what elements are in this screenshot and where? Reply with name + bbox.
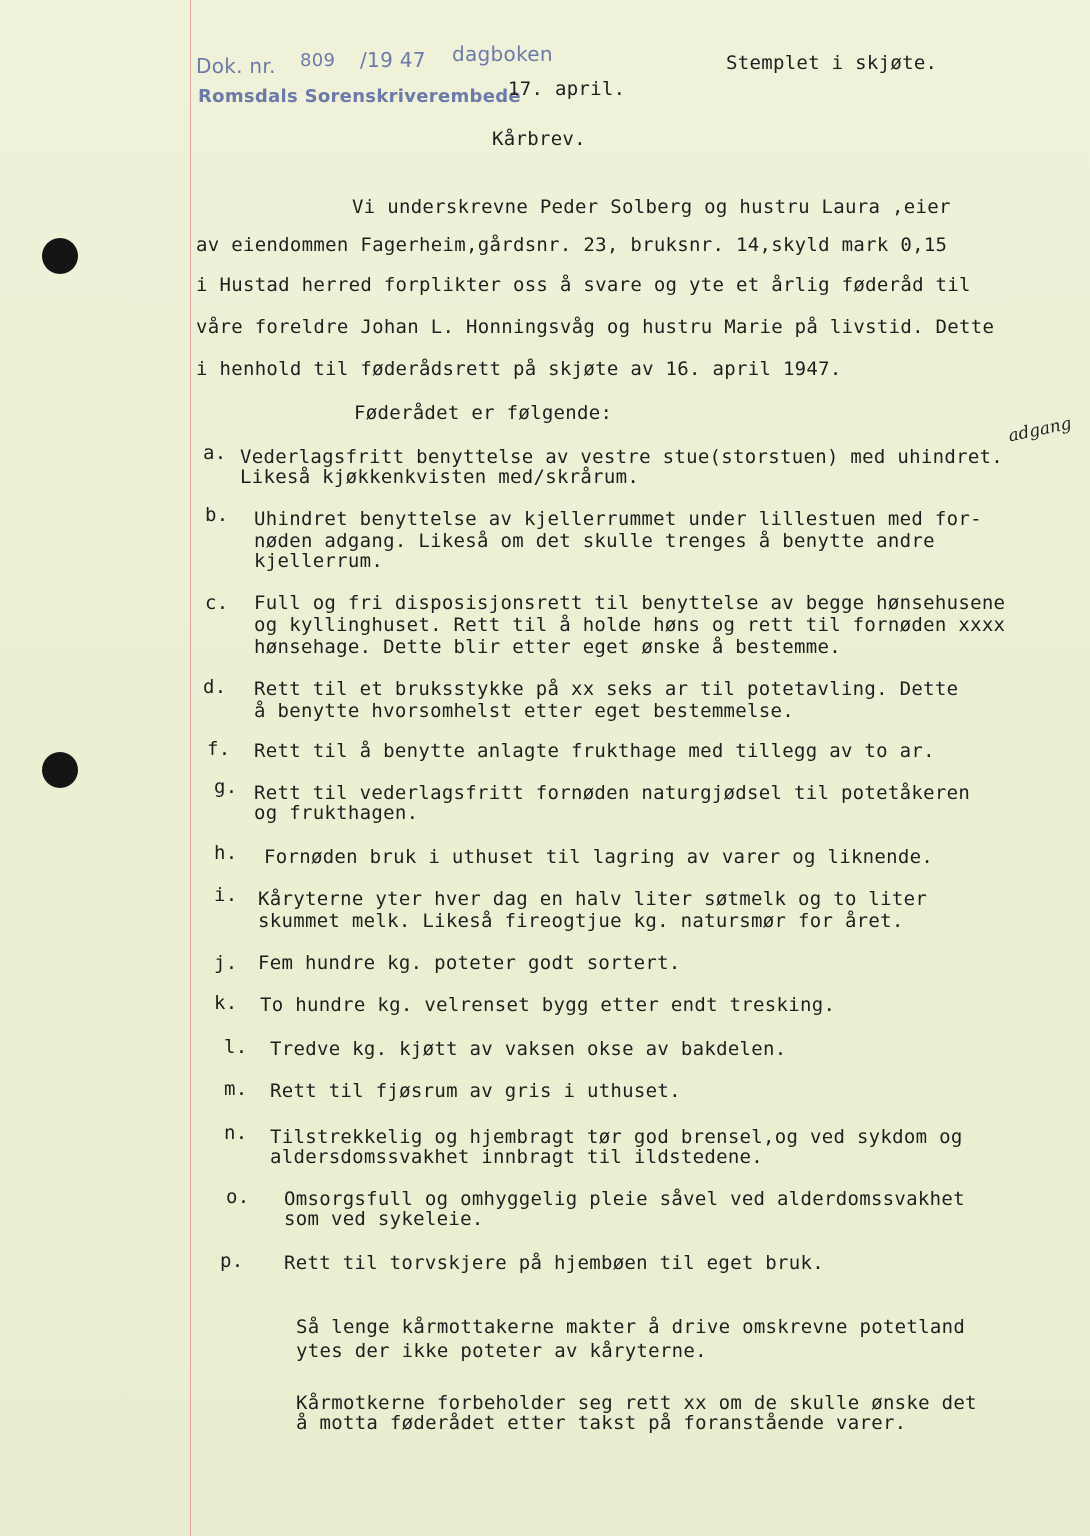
item-marker: o.	[226, 1186, 250, 1208]
item-marker: p.	[220, 1250, 244, 1272]
item-line: kjellerrum.	[254, 550, 384, 572]
item-line: Fornøden bruk i uthuset til lagring av varer og liknende.	[264, 846, 934, 868]
item-line: Rett til å benytte anlagte frukthage med tillegg av to ar.	[254, 740, 935, 762]
item-marker: h.	[214, 842, 238, 864]
stamp-book: dagboken	[452, 42, 553, 66]
margin-line	[190, 0, 191, 1536]
item-line: Fem hundre kg. poteter godt sortert.	[258, 952, 681, 974]
item-line: og kyllinghuset. Rett til å holde høns og rett til fornøden xxxx	[254, 614, 1006, 636]
handwritten-annotation: adgang	[1006, 413, 1074, 447]
document-date: 17. april.	[508, 78, 626, 100]
intro-line: av eiendommen Fagerheim,gårdsnr. 23, bruksnr. 14,skyld mark 0,15	[196, 234, 948, 256]
item-line: Omsorgsfull og omhyggelig pleie såvel ved alderdomssvakhet	[284, 1188, 965, 1210]
intro-line: Vi underskrevne Peder Solberg og hustru Laura ,eier	[352, 196, 951, 218]
intro-line: våre foreldre Johan L. Honningsvåg og hustru Marie på livstid. Dette	[196, 316, 995, 338]
item-marker: m.	[224, 1078, 248, 1100]
item-line: Full og fri disposisjonsrett til benyttelse av begge hønsehusene	[254, 592, 1006, 614]
item-marker: l.	[224, 1036, 248, 1058]
closing-line: ytes der ikke poteter av kåryterne.	[296, 1340, 707, 1362]
item-line: Vederlagsfritt benyttelse av vestre stue(storstuen) med uhindret.	[240, 446, 1004, 468]
item-line: To hundre kg. velrenset bygg etter endt tresking.	[260, 994, 836, 1016]
item-line: nøden adgang. Likeså om det skulle trenges å benytte andre	[254, 530, 935, 552]
item-marker: c.	[205, 592, 229, 614]
stamp-office: Romsdals Sorenskriverembede	[198, 86, 521, 107]
item-line: Tilstrekkelig og hjembragt tør god brensel,og ved sykdom og	[270, 1126, 963, 1148]
item-line: Likeså kjøkkenkvisten med/skrårum.	[240, 466, 640, 488]
item-marker: j.	[214, 952, 238, 974]
item-line: som ved sykeleie.	[284, 1208, 484, 1230]
item-marker: a.	[203, 442, 227, 464]
closing-line: å motta føderådet etter takst på foranstående varer.	[296, 1412, 907, 1434]
item-marker: f.	[207, 738, 231, 760]
stamp-dok-label: Dok. nr.	[196, 54, 276, 78]
closing-line: Kårmotkerne forbeholder seg rett xx om de skulle ønske det	[296, 1392, 977, 1414]
stamp-number: 809	[300, 50, 336, 71]
item-marker: i.	[214, 884, 238, 906]
item-line: Rett til torvskjere på hjembøen til eget bruk.	[284, 1252, 824, 1274]
item-line: Kåryterne yter hver dag en halv liter søtmelk og to liter	[258, 888, 928, 910]
item-line: Tredve kg. kjøtt av vaksen okse av bakdelen.	[270, 1038, 787, 1060]
header-note: Stemplet i skjøte.	[726, 52, 938, 74]
intro-line: i henhold til føderådsrett på skjøte av 16. april 1947.	[196, 358, 842, 380]
document-title: Kårbrev.	[492, 128, 586, 150]
item-line: Rett til et bruksstykke på xx seks ar til potetavling. Dette	[254, 678, 959, 700]
item-line: og frukthagen.	[254, 802, 419, 824]
item-line: skummet melk. Likeså fireogtjue kg. natursmør for året.	[258, 910, 904, 932]
item-marker: b.	[205, 504, 229, 526]
item-line: å benytte hvorsomhelst etter eget bestemmelse.	[254, 700, 794, 722]
intro-line: i Hustad herred forplikter oss å svare og yte et årlig føderåd til	[196, 274, 971, 296]
punch-hole	[42, 238, 78, 274]
item-line: aldersdomssvakhet innbragt til ildstedene.	[270, 1146, 764, 1168]
punch-hole	[42, 752, 78, 788]
item-marker: n.	[224, 1122, 248, 1144]
item-line: Uhindret benyttelse av kjellerrummet under lillestuen med for-	[254, 508, 982, 530]
item-marker: g.	[214, 776, 238, 798]
item-marker: k.	[214, 992, 238, 1014]
item-line: Rett til vederlagsfritt fornøden naturgjødsel til potetåkeren	[254, 782, 971, 804]
item-line: hønsehage. Dette blir etter eget ønske å bestemme.	[254, 636, 841, 658]
item-line: Rett til fjøsrum av gris i uthuset.	[270, 1080, 681, 1102]
closing-line: Så lenge kårmottakerne makter å drive omskrevne potetland	[296, 1316, 966, 1338]
stamp-year: /19 47	[360, 48, 426, 72]
list-heading: Føderådet er følgende:	[354, 402, 613, 424]
item-marker: d.	[203, 676, 227, 698]
